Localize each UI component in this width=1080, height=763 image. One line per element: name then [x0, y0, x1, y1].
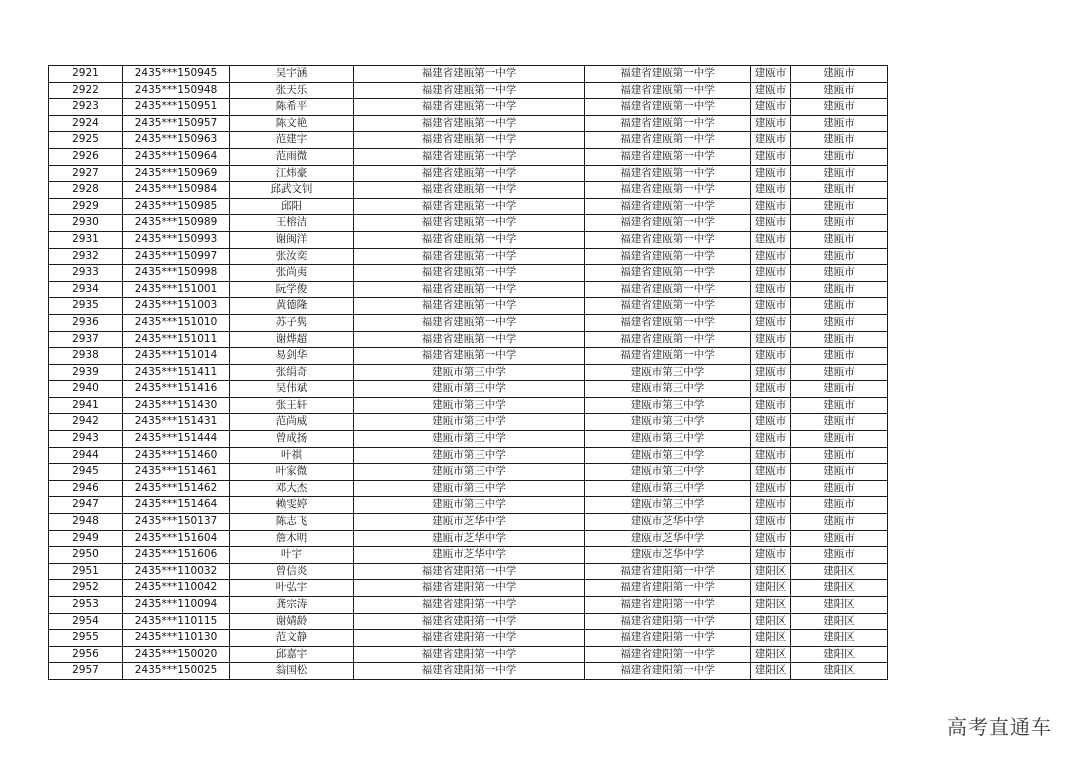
cell-district-admitted: 建瓯市	[791, 132, 888, 149]
cell-school-admitted: 福建省建阳第一中学	[585, 613, 751, 630]
table-row	[49, 663, 888, 680]
cell-exam-id: 2435***150998	[123, 265, 230, 282]
cell-district-admitted: 建瓯市	[791, 198, 888, 215]
cell-student-name: 张汝奕	[230, 248, 354, 265]
cell-school-admitted: 福建省建阳第一中学	[585, 663, 751, 680]
cell-district: 建阳区	[751, 646, 791, 663]
cell-exam-id: 2435***150957	[123, 115, 230, 132]
cell-sequence-number: 2946	[49, 480, 123, 497]
cell-student-name: 陈希平	[230, 99, 354, 116]
cell-exam-id: 2435***151462	[123, 480, 230, 497]
cell-sequence-number: 2956	[49, 646, 123, 663]
cell-student-name: 张天乐	[230, 82, 354, 99]
cell-district: 建瓯市	[751, 132, 791, 149]
cell-district: 建阳区	[751, 580, 791, 597]
cell-district-admitted: 建阳区	[791, 597, 888, 614]
table-row	[49, 231, 888, 248]
cell-school: 福建省建瓯第一中学	[354, 82, 585, 99]
cell-student-name: 曾信炎	[230, 563, 354, 580]
cell-district: 建瓯市	[751, 447, 791, 464]
cell-school: 福建省建阳第一中学	[354, 646, 585, 663]
cell-district: 建瓯市	[751, 530, 791, 547]
cell-school: 福建省建瓯第一中学	[354, 331, 585, 348]
cell-student-name: 范建宇	[230, 132, 354, 149]
cell-sequence-number: 2927	[49, 165, 123, 182]
cell-district-admitted: 建瓯市	[791, 248, 888, 265]
cell-exam-id: 2435***150997	[123, 248, 230, 265]
table-row	[49, 265, 888, 282]
table-row	[49, 298, 888, 315]
cell-school-admitted: 建瓯市第三中学	[585, 480, 751, 497]
cell-district: 建瓯市	[751, 381, 791, 398]
cell-student-name: 赖雯婷	[230, 497, 354, 514]
cell-district-admitted: 建瓯市	[791, 148, 888, 165]
cell-district: 建瓯市	[751, 248, 791, 265]
cell-student-name: 谢闽洋	[230, 231, 354, 248]
cell-sequence-number: 2923	[49, 99, 123, 116]
table-row	[49, 630, 888, 647]
cell-district-admitted: 建瓯市	[791, 281, 888, 298]
cell-exam-id: 2435***151416	[123, 381, 230, 398]
cell-district-admitted: 建瓯市	[791, 165, 888, 182]
cell-student-name: 范文静	[230, 630, 354, 647]
cell-district: 建瓯市	[751, 464, 791, 481]
cell-student-name: 黄德隆	[230, 298, 354, 315]
cell-district: 建瓯市	[751, 314, 791, 331]
cell-school: 福建省建阳第一中学	[354, 597, 585, 614]
cell-sequence-number: 2921	[49, 66, 123, 83]
cell-exam-id: 2435***151014	[123, 348, 230, 365]
cell-exam-id: 2435***150020	[123, 646, 230, 663]
table-row	[49, 530, 888, 547]
cell-student-name: 陈志飞	[230, 514, 354, 531]
cell-school-admitted: 福建省建阳第一中学	[585, 563, 751, 580]
cell-exam-id: 2435***150993	[123, 231, 230, 248]
cell-student-name: 邓大杰	[230, 480, 354, 497]
cell-school-admitted: 福建省建瓯第一中学	[585, 314, 751, 331]
cell-school-admitted: 建瓯市第三中学	[585, 364, 751, 381]
cell-school-admitted: 福建省建瓯第一中学	[585, 99, 751, 116]
cell-district: 建瓯市	[751, 348, 791, 365]
table-row	[49, 281, 888, 298]
cell-school-admitted: 建瓯市芝华中学	[585, 530, 751, 547]
cell-sequence-number: 2951	[49, 563, 123, 580]
cell-school-admitted: 建瓯市第三中学	[585, 464, 751, 481]
cell-exam-id: 2435***150945	[123, 66, 230, 83]
cell-school-admitted: 福建省建瓯第一中学	[585, 231, 751, 248]
cell-student-name: 范雨微	[230, 148, 354, 165]
cell-exam-id: 2435***110094	[123, 597, 230, 614]
cell-school: 福建省建瓯第一中学	[354, 248, 585, 265]
cell-school-admitted: 福建省建瓯第一中学	[585, 281, 751, 298]
cell-sequence-number: 2942	[49, 414, 123, 431]
cell-exam-id: 2435***151461	[123, 464, 230, 481]
cell-district-admitted: 建瓯市	[791, 464, 888, 481]
cell-student-name: 吴宇涵	[230, 66, 354, 83]
cell-district-admitted: 建瓯市	[791, 348, 888, 365]
cell-exam-id: 2435***151010	[123, 314, 230, 331]
cell-sequence-number: 2955	[49, 630, 123, 647]
cell-school-admitted: 建瓯市芝华中学	[585, 547, 751, 564]
cell-school-admitted: 福建省建瓯第一中学	[585, 66, 751, 83]
cell-district: 建瓯市	[751, 231, 791, 248]
cell-school: 建瓯市第三中学	[354, 464, 585, 481]
cell-district-admitted: 建瓯市	[791, 265, 888, 282]
cell-student-name: 陈文艳	[230, 115, 354, 132]
cell-exam-id: 2435***150964	[123, 148, 230, 165]
cell-district-admitted: 建瓯市	[791, 115, 888, 132]
cell-school: 建瓯市芝华中学	[354, 547, 585, 564]
cell-sequence-number: 2924	[49, 115, 123, 132]
cell-exam-id: 2435***151011	[123, 331, 230, 348]
cell-sequence-number: 2931	[49, 231, 123, 248]
cell-student-name: 叶祺	[230, 447, 354, 464]
cell-district: 建瓯市	[751, 182, 791, 199]
cell-school: 建瓯市第三中学	[354, 381, 585, 398]
cell-school: 建瓯市芝华中学	[354, 530, 585, 547]
cell-district-admitted: 建瓯市	[791, 514, 888, 531]
table-row	[49, 115, 888, 132]
table-row	[49, 447, 888, 464]
cell-district-admitted: 建阳区	[791, 663, 888, 680]
cell-sequence-number: 2936	[49, 314, 123, 331]
roster-table	[48, 65, 888, 680]
cell-school: 福建省建阳第一中学	[354, 613, 585, 630]
cell-sequence-number: 2922	[49, 82, 123, 99]
table-row	[49, 597, 888, 614]
cell-exam-id: 2435***151606	[123, 547, 230, 564]
cell-school: 福建省建瓯第一中学	[354, 348, 585, 365]
table-row	[49, 82, 888, 99]
cell-student-name: 邱嘉宇	[230, 646, 354, 663]
cell-school-admitted: 建瓯市第三中学	[585, 447, 751, 464]
cell-sequence-number: 2930	[49, 215, 123, 232]
cell-exam-id: 2435***110032	[123, 563, 230, 580]
table-row	[49, 497, 888, 514]
cell-sequence-number: 2932	[49, 248, 123, 265]
table-row	[49, 182, 888, 199]
table-row	[49, 364, 888, 381]
cell-district-admitted: 建阳区	[791, 646, 888, 663]
cell-student-name: 邱武文钊	[230, 182, 354, 199]
cell-district: 建阳区	[751, 563, 791, 580]
table-row	[49, 464, 888, 481]
cell-district: 建瓯市	[751, 331, 791, 348]
cell-exam-id: 2435***150963	[123, 132, 230, 149]
cell-student-name: 王榕洁	[230, 215, 354, 232]
cell-school-admitted: 福建省建瓯第一中学	[585, 82, 751, 99]
cell-student-name: 谢婧龄	[230, 613, 354, 630]
cell-sequence-number: 2926	[49, 148, 123, 165]
cell-school: 建瓯市芝华中学	[354, 514, 585, 531]
cell-district-admitted: 建瓯市	[791, 331, 888, 348]
cell-student-name: 阮学俊	[230, 281, 354, 298]
cell-district-admitted: 建瓯市	[791, 82, 888, 99]
cell-exam-id: 2435***150989	[123, 215, 230, 232]
cell-district-admitted: 建瓯市	[791, 447, 888, 464]
cell-school: 建瓯市第三中学	[354, 414, 585, 431]
cell-district-admitted: 建瓯市	[791, 414, 888, 431]
cell-student-name: 谢烨超	[230, 331, 354, 348]
cell-school: 建瓯市第三中学	[354, 364, 585, 381]
cell-school-admitted: 福建省建瓯第一中学	[585, 182, 751, 199]
table-row	[49, 414, 888, 431]
cell-sequence-number: 2949	[49, 530, 123, 547]
cell-school: 福建省建阳第一中学	[354, 563, 585, 580]
table-row	[49, 331, 888, 348]
cell-school: 福建省建阳第一中学	[354, 630, 585, 647]
cell-school-admitted: 建瓯市第三中学	[585, 497, 751, 514]
cell-district: 建瓯市	[751, 82, 791, 99]
cell-sequence-number: 2934	[49, 281, 123, 298]
cell-student-name: 龚宗涛	[230, 597, 354, 614]
table-row	[49, 563, 888, 580]
cell-school: 福建省建瓯第一中学	[354, 115, 585, 132]
table-row	[49, 397, 888, 414]
cell-school: 福建省建瓯第一中学	[354, 231, 585, 248]
cell-school: 福建省建瓯第一中学	[354, 182, 585, 199]
cell-school: 建瓯市第三中学	[354, 497, 585, 514]
cell-exam-id: 2435***151431	[123, 414, 230, 431]
cell-district: 建瓯市	[751, 414, 791, 431]
cell-school-admitted: 福建省建瓯第一中学	[585, 248, 751, 265]
cell-school-admitted: 福建省建阳第一中学	[585, 630, 751, 647]
cell-district: 建瓯市	[751, 148, 791, 165]
cell-exam-id: 2435***151444	[123, 431, 230, 448]
cell-exam-id: 2435***151001	[123, 281, 230, 298]
cell-exam-id: 2435***150951	[123, 99, 230, 116]
cell-school-admitted: 建瓯市第三中学	[585, 431, 751, 448]
cell-student-name: 曾成扬	[230, 431, 354, 448]
cell-school-admitted: 福建省建瓯第一中学	[585, 215, 751, 232]
cell-sequence-number: 2935	[49, 298, 123, 315]
cell-school-admitted: 建瓯市第三中学	[585, 381, 751, 398]
table-row	[49, 480, 888, 497]
cell-district: 建瓯市	[751, 497, 791, 514]
cell-student-name: 苏子隽	[230, 314, 354, 331]
table-row	[49, 613, 888, 630]
table-row	[49, 148, 888, 165]
cell-school: 福建省建瓯第一中学	[354, 198, 585, 215]
cell-exam-id: 2435***151460	[123, 447, 230, 464]
cell-sequence-number: 2952	[49, 580, 123, 597]
cell-school: 福建省建瓯第一中学	[354, 215, 585, 232]
table-row	[49, 248, 888, 265]
cell-school-admitted: 福建省建阳第一中学	[585, 597, 751, 614]
cell-district: 建阳区	[751, 630, 791, 647]
table-row	[49, 215, 888, 232]
cell-sequence-number: 2943	[49, 431, 123, 448]
cell-school: 福建省建阳第一中学	[354, 663, 585, 680]
cell-district: 建瓯市	[751, 431, 791, 448]
cell-sequence-number: 2939	[49, 364, 123, 381]
table-row	[49, 431, 888, 448]
cell-district-admitted: 建瓯市	[791, 530, 888, 547]
cell-school: 福建省建瓯第一中学	[354, 165, 585, 182]
cell-district: 建瓯市	[751, 364, 791, 381]
cell-sequence-number: 2953	[49, 597, 123, 614]
cell-exam-id: 2435***150137	[123, 514, 230, 531]
cell-district-admitted: 建瓯市	[791, 431, 888, 448]
cell-exam-id: 2435***150025	[123, 663, 230, 680]
table-row	[49, 66, 888, 83]
cell-sequence-number: 2941	[49, 397, 123, 414]
watermark-text: 高考直通车	[947, 715, 1052, 739]
cell-district-admitted: 建瓯市	[791, 99, 888, 116]
cell-district: 建瓯市	[751, 547, 791, 564]
cell-school: 福建省建瓯第一中学	[354, 265, 585, 282]
cell-exam-id: 2435***151604	[123, 530, 230, 547]
cell-sequence-number: 2940	[49, 381, 123, 398]
roster-table-body	[49, 66, 888, 680]
cell-school-admitted: 福建省建阳第一中学	[585, 646, 751, 663]
cell-district-admitted: 建瓯市	[791, 231, 888, 248]
cell-school-admitted: 福建省建瓯第一中学	[585, 265, 751, 282]
cell-district-admitted: 建瓯市	[791, 298, 888, 315]
table-row	[49, 165, 888, 182]
cell-district-admitted: 建瓯市	[791, 215, 888, 232]
cell-district-admitted: 建瓯市	[791, 182, 888, 199]
cell-district: 建瓯市	[751, 165, 791, 182]
cell-school: 福建省建瓯第一中学	[354, 132, 585, 149]
cell-exam-id: 2435***110130	[123, 630, 230, 647]
cell-district: 建阳区	[751, 663, 791, 680]
cell-sequence-number: 2950	[49, 547, 123, 564]
cell-sequence-number: 2937	[49, 331, 123, 348]
cell-sequence-number: 2933	[49, 265, 123, 282]
cell-district: 建瓯市	[751, 66, 791, 83]
cell-district: 建瓯市	[751, 99, 791, 116]
cell-district: 建瓯市	[751, 265, 791, 282]
cell-exam-id: 2435***110042	[123, 580, 230, 597]
cell-district-admitted: 建阳区	[791, 563, 888, 580]
cell-student-name: 翁国松	[230, 663, 354, 680]
cell-student-name: 詹木明	[230, 530, 354, 547]
cell-school-admitted: 福建省建瓯第一中学	[585, 132, 751, 149]
cell-sequence-number: 2925	[49, 132, 123, 149]
cell-exam-id: 2435***151003	[123, 298, 230, 315]
cell-district-admitted: 建瓯市	[791, 364, 888, 381]
cell-exam-id: 2435***151411	[123, 364, 230, 381]
table-row	[49, 198, 888, 215]
cell-exam-id: 2435***110115	[123, 613, 230, 630]
cell-district: 建瓯市	[751, 281, 791, 298]
cell-district-admitted: 建瓯市	[791, 497, 888, 514]
cell-sequence-number: 2944	[49, 447, 123, 464]
cell-district: 建阳区	[751, 597, 791, 614]
cell-sequence-number: 2947	[49, 497, 123, 514]
cell-district-admitted: 建阳区	[791, 580, 888, 597]
cell-student-name: 范尚威	[230, 414, 354, 431]
cell-district-admitted: 建瓯市	[791, 480, 888, 497]
cell-student-name: 张王轩	[230, 397, 354, 414]
cell-sequence-number: 2938	[49, 348, 123, 365]
table-row	[49, 514, 888, 531]
cell-student-name: 叶宇	[230, 547, 354, 564]
table-row	[49, 99, 888, 116]
cell-district: 建阳区	[751, 613, 791, 630]
cell-student-name: 叶家微	[230, 464, 354, 481]
cell-district: 建瓯市	[751, 397, 791, 414]
cell-student-name: 邱阳	[230, 198, 354, 215]
cell-school-admitted: 福建省建阳第一中学	[585, 580, 751, 597]
cell-sequence-number: 2928	[49, 182, 123, 199]
cell-student-name: 易剑华	[230, 348, 354, 365]
cell-sequence-number: 2957	[49, 663, 123, 680]
cell-school-admitted: 福建省建瓯第一中学	[585, 348, 751, 365]
cell-district-admitted: 建阳区	[791, 613, 888, 630]
table-row	[49, 547, 888, 564]
table-row	[49, 132, 888, 149]
cell-student-name: 张绢奇	[230, 364, 354, 381]
cell-school-admitted: 福建省建瓯第一中学	[585, 148, 751, 165]
cell-school: 建瓯市第三中学	[354, 447, 585, 464]
cell-district: 建瓯市	[751, 215, 791, 232]
cell-exam-id: 2435***150969	[123, 165, 230, 182]
cell-district-admitted: 建阳区	[791, 630, 888, 647]
cell-sequence-number: 2929	[49, 198, 123, 215]
table-row	[49, 348, 888, 365]
cell-exam-id: 2435***150984	[123, 182, 230, 199]
cell-district-admitted: 建瓯市	[791, 314, 888, 331]
cell-school-admitted: 建瓯市第三中学	[585, 414, 751, 431]
cell-school: 建瓯市第三中学	[354, 431, 585, 448]
cell-student-name: 吴伟斌	[230, 381, 354, 398]
table-row	[49, 314, 888, 331]
cell-district-admitted: 建瓯市	[791, 397, 888, 414]
cell-school-admitted: 福建省建瓯第一中学	[585, 115, 751, 132]
cell-district-admitted: 建瓯市	[791, 381, 888, 398]
cell-student-name: 叶弘宇	[230, 580, 354, 597]
cell-district: 建瓯市	[751, 480, 791, 497]
cell-exam-id: 2435***150948	[123, 82, 230, 99]
cell-school: 建瓯市第三中学	[354, 397, 585, 414]
cell-sequence-number: 2954	[49, 613, 123, 630]
cell-school: 福建省建阳第一中学	[354, 580, 585, 597]
cell-school: 建瓯市第三中学	[354, 480, 585, 497]
cell-district-admitted: 建瓯市	[791, 547, 888, 564]
cell-district: 建瓯市	[751, 514, 791, 531]
cell-school-admitted: 福建省建瓯第一中学	[585, 165, 751, 182]
cell-student-name: 张尚夷	[230, 265, 354, 282]
table-row	[49, 381, 888, 398]
cell-school: 福建省建瓯第一中学	[354, 298, 585, 315]
cell-school: 福建省建瓯第一中学	[354, 148, 585, 165]
cell-district: 建瓯市	[751, 198, 791, 215]
table-row	[49, 580, 888, 597]
cell-school-admitted: 建瓯市第三中学	[585, 397, 751, 414]
cell-school-admitted: 建瓯市芝华中学	[585, 514, 751, 531]
cell-school: 福建省建瓯第一中学	[354, 66, 585, 83]
cell-school: 福建省建瓯第一中学	[354, 314, 585, 331]
table-row	[49, 646, 888, 663]
cell-district: 建瓯市	[751, 115, 791, 132]
cell-student-name: 江炜豪	[230, 165, 354, 182]
cell-school: 福建省建瓯第一中学	[354, 281, 585, 298]
cell-exam-id: 2435***151430	[123, 397, 230, 414]
cell-school-admitted: 福建省建瓯第一中学	[585, 331, 751, 348]
cell-school-admitted: 福建省建瓯第一中学	[585, 198, 751, 215]
cell-sequence-number: 2948	[49, 514, 123, 531]
cell-district: 建瓯市	[751, 298, 791, 315]
cell-exam-id: 2435***150985	[123, 198, 230, 215]
cell-school-admitted: 福建省建瓯第一中学	[585, 298, 751, 315]
cell-school: 福建省建瓯第一中学	[354, 99, 585, 116]
cell-sequence-number: 2945	[49, 464, 123, 481]
cell-district-admitted: 建瓯市	[791, 66, 888, 83]
cell-exam-id: 2435***151464	[123, 497, 230, 514]
